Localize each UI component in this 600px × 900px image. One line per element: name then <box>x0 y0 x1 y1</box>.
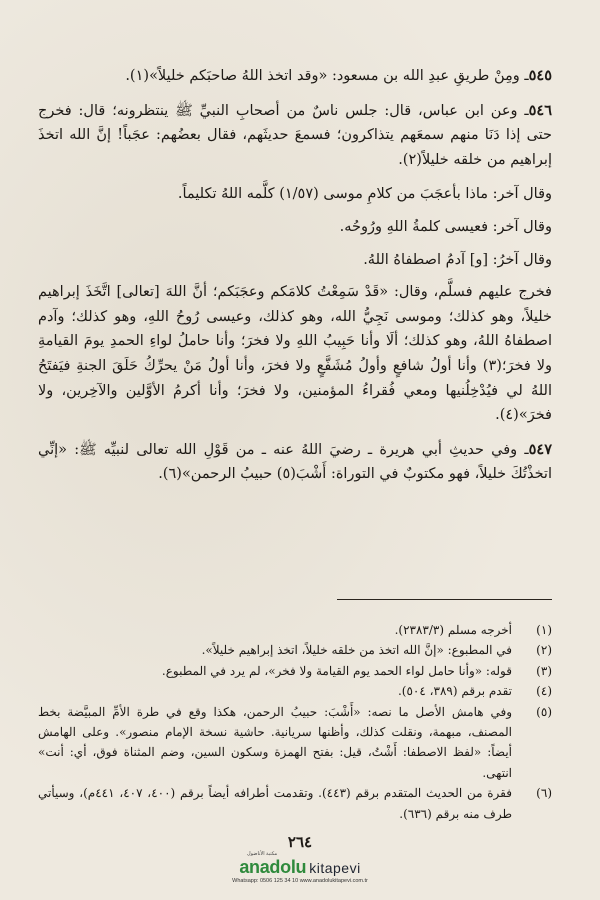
footnote-separator <box>337 599 552 600</box>
paragraph-text: وقال آخر: فعيسى كلمةُ اللهِ ورُوحُه. <box>339 218 552 235</box>
hadith-text: ـ وفي حديثِ أبي هريرة ـ رضيَ اللهُ عنه ـ من قَوْلِ الله تعالى لنبيِّه ﷺ: «إنِّي اتخذْتُكَ خليلاً، فهو مكتوبٌ في التوراة: أَشْبَ(٥) حبيبُ الرحمن»(٦). <box>38 441 552 483</box>
footnote-number: (٤) <box>536 684 552 699</box>
footnote-text: أخرجه مسلم (٢٣٨٣/٣). <box>394 623 512 637</box>
footnote-text: قوله: «وأنا حامل لواء الحمد يوم القيامة ولا فخر»، لم يرد في المطبوع. <box>161 663 512 678</box>
hadith-546 <box>38 99 552 173</box>
footnote-item <box>38 681 552 701</box>
hadith-number: ٥٤٦ <box>528 101 552 119</box>
footnote-item <box>38 620 552 640</box>
footnote-text: تقدم برقم (٣٨٩، ٥٠٤). <box>397 684 512 699</box>
page-number: ٢٦٤ <box>287 833 313 851</box>
hadith-text: ـ ومِنْ طريقِ عبدِ الله بن مسعود: «وقد اتخذ اللهُ صاحبَكم خليلاً»(١). <box>125 68 529 84</box>
footnote-item <box>38 783 552 824</box>
publisher-wordmark <box>225 857 375 878</box>
footnote-number: (٢) <box>536 643 552 658</box>
footnote-number: (٣) <box>536 663 552 678</box>
hadith-text: ـ وعن ابن عباس، قال: جلس ناسٌ من أصحابِ النبيِّ ﷺ ينتظرونه؛ قال: فخرج حتى إذا دَنَا منهم سمعَهم يتذاكرون؛ فسمعَ حديثَهم، فقال بعضُهم: عجَباً! إنَّ الله اتخذَ إبراهيم من خلقه خليلاً(٢). <box>38 102 552 168</box>
publisher-sub: kitapevi <box>309 860 361 876</box>
footnote-item <box>38 702 552 784</box>
hadith-545 <box>38 64 552 89</box>
paragraph-text: فخرج عليهم فسلَّم، وقال: «قَدْ سَمِعْتُ كلامَكم وعجَبَكم؛ أنَّ اللهَ [تعالى] اتَّخَذَ إبراهيم خليلاً، وهو كذلك؛ وموسى نَجِيُّ الله، وهو كذلك، وعيسى رُوحُ اللهِ، وهو كذلك؛ وآدم اصطفاهُ اللهُ، وهو كذلك؛ ألَا وأنا حَبِيبُ اللهِ ولا فخرَ؛ وأنا حاملُ لواءِ الحمدِ يومَ القيامةِ ولا فخرَ؛(٣) وأنا أولُ شافعٍ وأولُ مُشَفَّعٍ ولا فخرَ، وأنا أولُ مَنْ يحرِّكُ حَلَقَ الجنةِ فيَفتَحُ اللهُ لي فيُدْخِلُنيها ومعي فُقراءُ المؤمنين، ولا فخرَ؛ وأنا أكرمُ الأوَّلين والآخِرين، ولا فخرَ»(٤). <box>38 284 552 424</box>
footnote-number: (٥) <box>536 704 552 719</box>
paragraph-adam <box>38 248 552 273</box>
publisher-contact: Whatsapp: 0506 125 34 10 www.anadolukitapevi.com.tr <box>232 878 368 884</box>
paragraph-text: وقال آخرُ: [و] آدمُ اصطفاهُ اللهُ. <box>363 251 552 268</box>
publisher-tagline: مكتبة الأناضول <box>247 851 278 857</box>
publisher-brand: anadolu <box>239 857 307 877</box>
footnote-item <box>38 640 552 660</box>
footnote-number: (١) <box>536 623 552 637</box>
paragraph-musa <box>38 182 552 207</box>
footnote-item <box>38 661 552 681</box>
hadith-number: ٥٤٧ <box>528 440 552 458</box>
footnote-text: فقرة من الحديث المتقدم برقم (٤٤٣). وتقدمت أطرافه أيضاً برقم (٤٠٠، ٤٠٧، ٤٤١م)، وسيأتي طرف منه برقم (٦٣٦). <box>38 786 512 821</box>
hadith-547 <box>38 438 552 487</box>
footnotes <box>38 620 552 824</box>
hadith-number: ٥٤٥ <box>528 67 552 84</box>
paragraph-text: وقال آخر: ماذا بأعجَبَ من كلامِ موسى (١/٥٧) كلَّمه اللهُ تكليماً. <box>177 186 552 203</box>
footnote-text: في المطبوع: «إنَّ الله اتخذ من خلقه خليلاً، اتخذ إبراهيم خليلاً». <box>201 643 512 658</box>
publisher-logo <box>225 851 375 895</box>
footnote-number: (٦) <box>536 786 552 801</box>
footnote-text: وفي هامش الأصل ما نصه: «أَشْبَ: حبيبُ الرحمن، هكذا وقع في طرة الأمِّ المبيَّضة بخط المصنف، مبهمة، ونقلت كذلك، وأظنها سريانية. حاشية نسخة الإمام منصور». وعلى الهامش أيضاً: «لفظ الاصطفا: أَشْتُ، قيل: بفتح الهمزة وسكون السين، وضم المثناة فوق، أي: أنت» انتهى. <box>38 704 512 780</box>
main-text <box>38 64 552 497</box>
paragraph-isa <box>38 215 552 240</box>
paragraph-prophet-speech <box>38 280 552 428</box>
